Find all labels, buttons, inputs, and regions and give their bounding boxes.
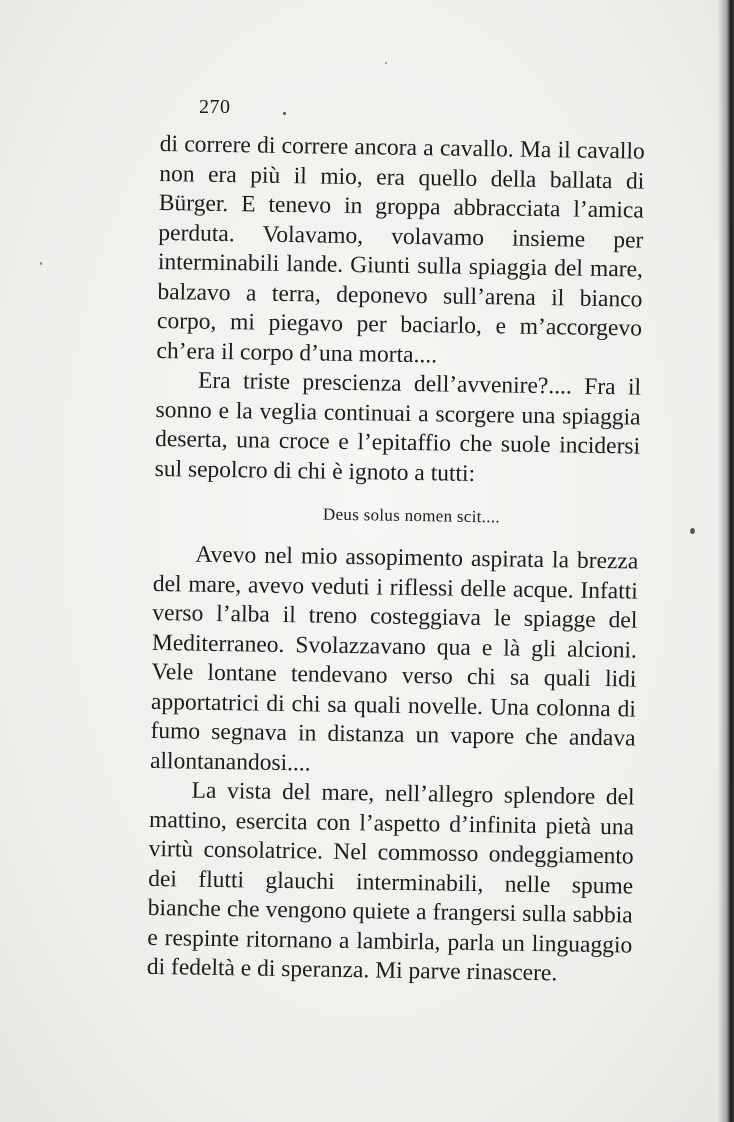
paragraph-prescience: Era triste prescienza dell’avvenire?.... Fra il sonno e la veglia continuai a scorgere una spiaggia deserta, una croce e l’epitaffio che suole incidersi sul sepolcro di chi è ignoto a tutti: <box>154 367 642 487</box>
paper-speck <box>283 112 286 115</box>
body-text <box>147 130 645 990</box>
page-number: 270 <box>199 96 231 118</box>
book-spine-shadow <box>718 0 734 1122</box>
paragraph-sea-breeze: Avevo nel mio assopimento aspirata la brezza del mare, avevo veduti i riflessi delle acque. Infatti verso l’alba il treno costeggiava le spiagge del Mediterraneo. Svolazzavano qua e là gli alcioni. Vele lontane tendevano verso chi sa quali lidi apportatrici di chi sa quali novelle. Una colonna di fumo segnava in distanza un vapore che andava allontanandosi.... <box>149 541 639 776</box>
paragraph-sea-view: La vista del mare, nell’allegro splendore del mattino, esercita con l’aspetto d’infinita pietà una virtù consolatrice. Nel commosso ondeggiamento dei flutti glauchi interminabili, nelle spume bianche che vengono quiete a frangersi sulla sabbia e respinte ritornano a lambirla, parla un linguaggio di fedeltà e di speranza. Mi parve rinascere. <box>146 777 635 987</box>
paper-speck <box>690 528 695 534</box>
paper-speck <box>40 262 42 265</box>
epitaph-quote: Deus solus nomen scit.... <box>322 504 501 527</box>
paragraph-continuation: di correre di correre ancora a cavallo. Ma il cavallo non era più il mio, era quello della ballata di Bürger. E tenevo in groppa abbracciata l’amica perduta. Volavamo, volavamo insieme per interminabili lande. Giunti sulla spiaggia del mare, balzavo a terra, deponevo sull’arena il bianco corpo, mi piegavo per baciarlo, e m’accorgevo ch’era il corpo d’una morta.... <box>156 130 645 368</box>
paper-speck <box>385 62 387 64</box>
